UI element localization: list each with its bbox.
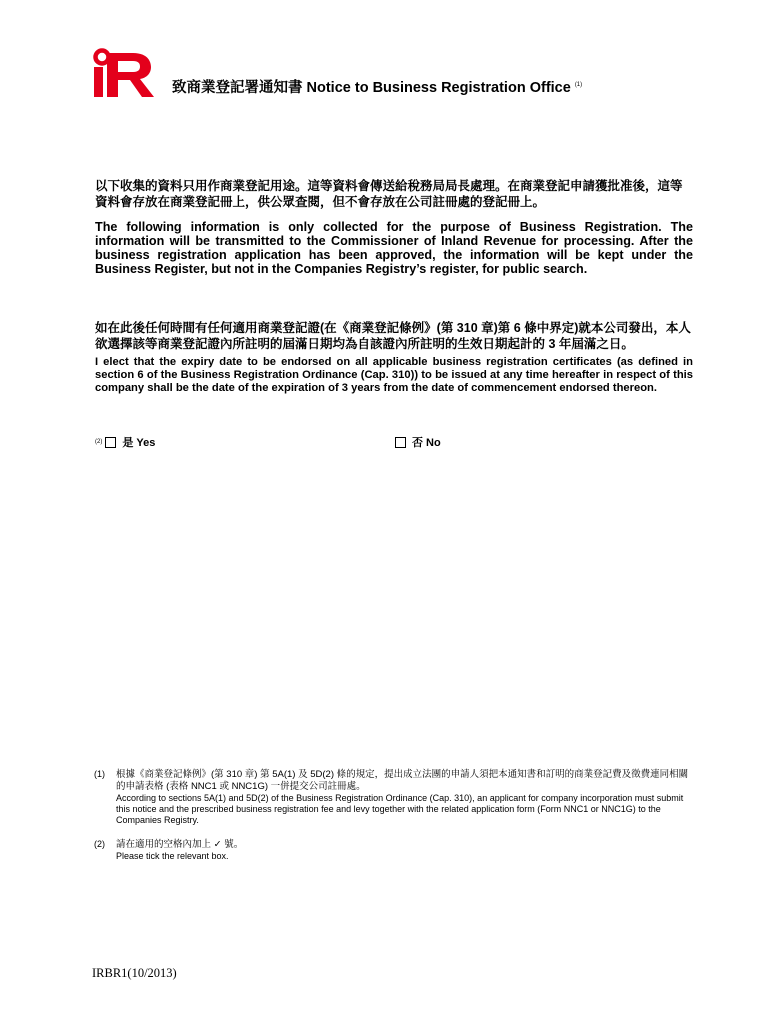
footnote-2 [116,839,696,862]
no-option[interactable] [395,434,441,450]
ird-logo-mark [94,51,154,98]
yes-label: 是 Yes [122,437,156,449]
page-title: 致商業登記署通知書 Notice to Business Registration Office $^{(1)}$ [172,80,583,96]
footnote-1-zh: 根據《商業登記條例》(第 310 章) 第 5A(1) 及 5D(2) 條的規定，提出成立法團的申請人須把本通知書和訂明的商業登記費及徵費連同相關的申請表格 (表格 NNC1 或 NNC1G) 一併提交公司註冊處。 [116,769,689,792]
title-footnote-ref: (1) [574,82,583,88]
no-label: 否 No [412,437,441,449]
election-zh: 如在此後任何時間有任何適用商業登記證(在《商業登記條例》(第 310 章)第 6 條中界定)就本公司發出，本人欲選擇該等商業登記證內所註明的屆滿日期均為自該證內所註明的生效日期起計的 3 年屆滿之日。 [95,321,691,351]
yes-option[interactable] [95,434,155,450]
footnote-1-en: According to sections 5A(1) and 5D(2) of the Business Registration Ordinance (Cap. 310), an applicant for company incorporation must submit this notice and the prescribed business registration fee and levy together with the related application form (Form NNC1 or NNC1G) to the Companies Registry. [116,793,684,825]
footnote-2-number: (2) [94,839,105,849]
intro-en: The following information is only collected for the purpose of Business Registration. The information will be transmitted to the Commissioner of Inland Revenue for processing. After the business registration application has been approved, the information will be kept under the Business Register, but not in the Companies Registry’s register, for public search. [95,220,693,276]
intro-zh: 以下收集的資料只用作商業登記用途。這等資料會傳送給稅務局局長處理。在商業登記申請獲批准後，這等資料會存放在商業登記冊上，供公眾查閱，但不會存放在公司註冊處的登記冊上。 [95,179,683,209]
footnote-1-number: (1) [94,769,105,779]
footnote-1 [116,769,696,826]
option-footnote-ref: (2) [95,439,103,445]
footnote-2-en: Please tick the relevant box. [116,851,229,861]
form-code: IRBR1(10/2013) [92,966,177,980]
yes-checkbox[interactable] [105,437,116,448]
footnote-2-zh: 請在適用的空格內加上 ✓ 號。 [116,839,244,850]
no-checkbox[interactable] [395,437,406,448]
election-en: I elect that the expiry date to be endorsed on all applicable business registration certificates (as defined in section 6 of the Business Registration Ordinance (Cap. 310)) to be issued at any time hereafter in respect of this company shall be the date of the expiration of 3 years from the date of commencement endorsed thereon. [95,356,693,394]
ird-logo [93,47,155,99]
